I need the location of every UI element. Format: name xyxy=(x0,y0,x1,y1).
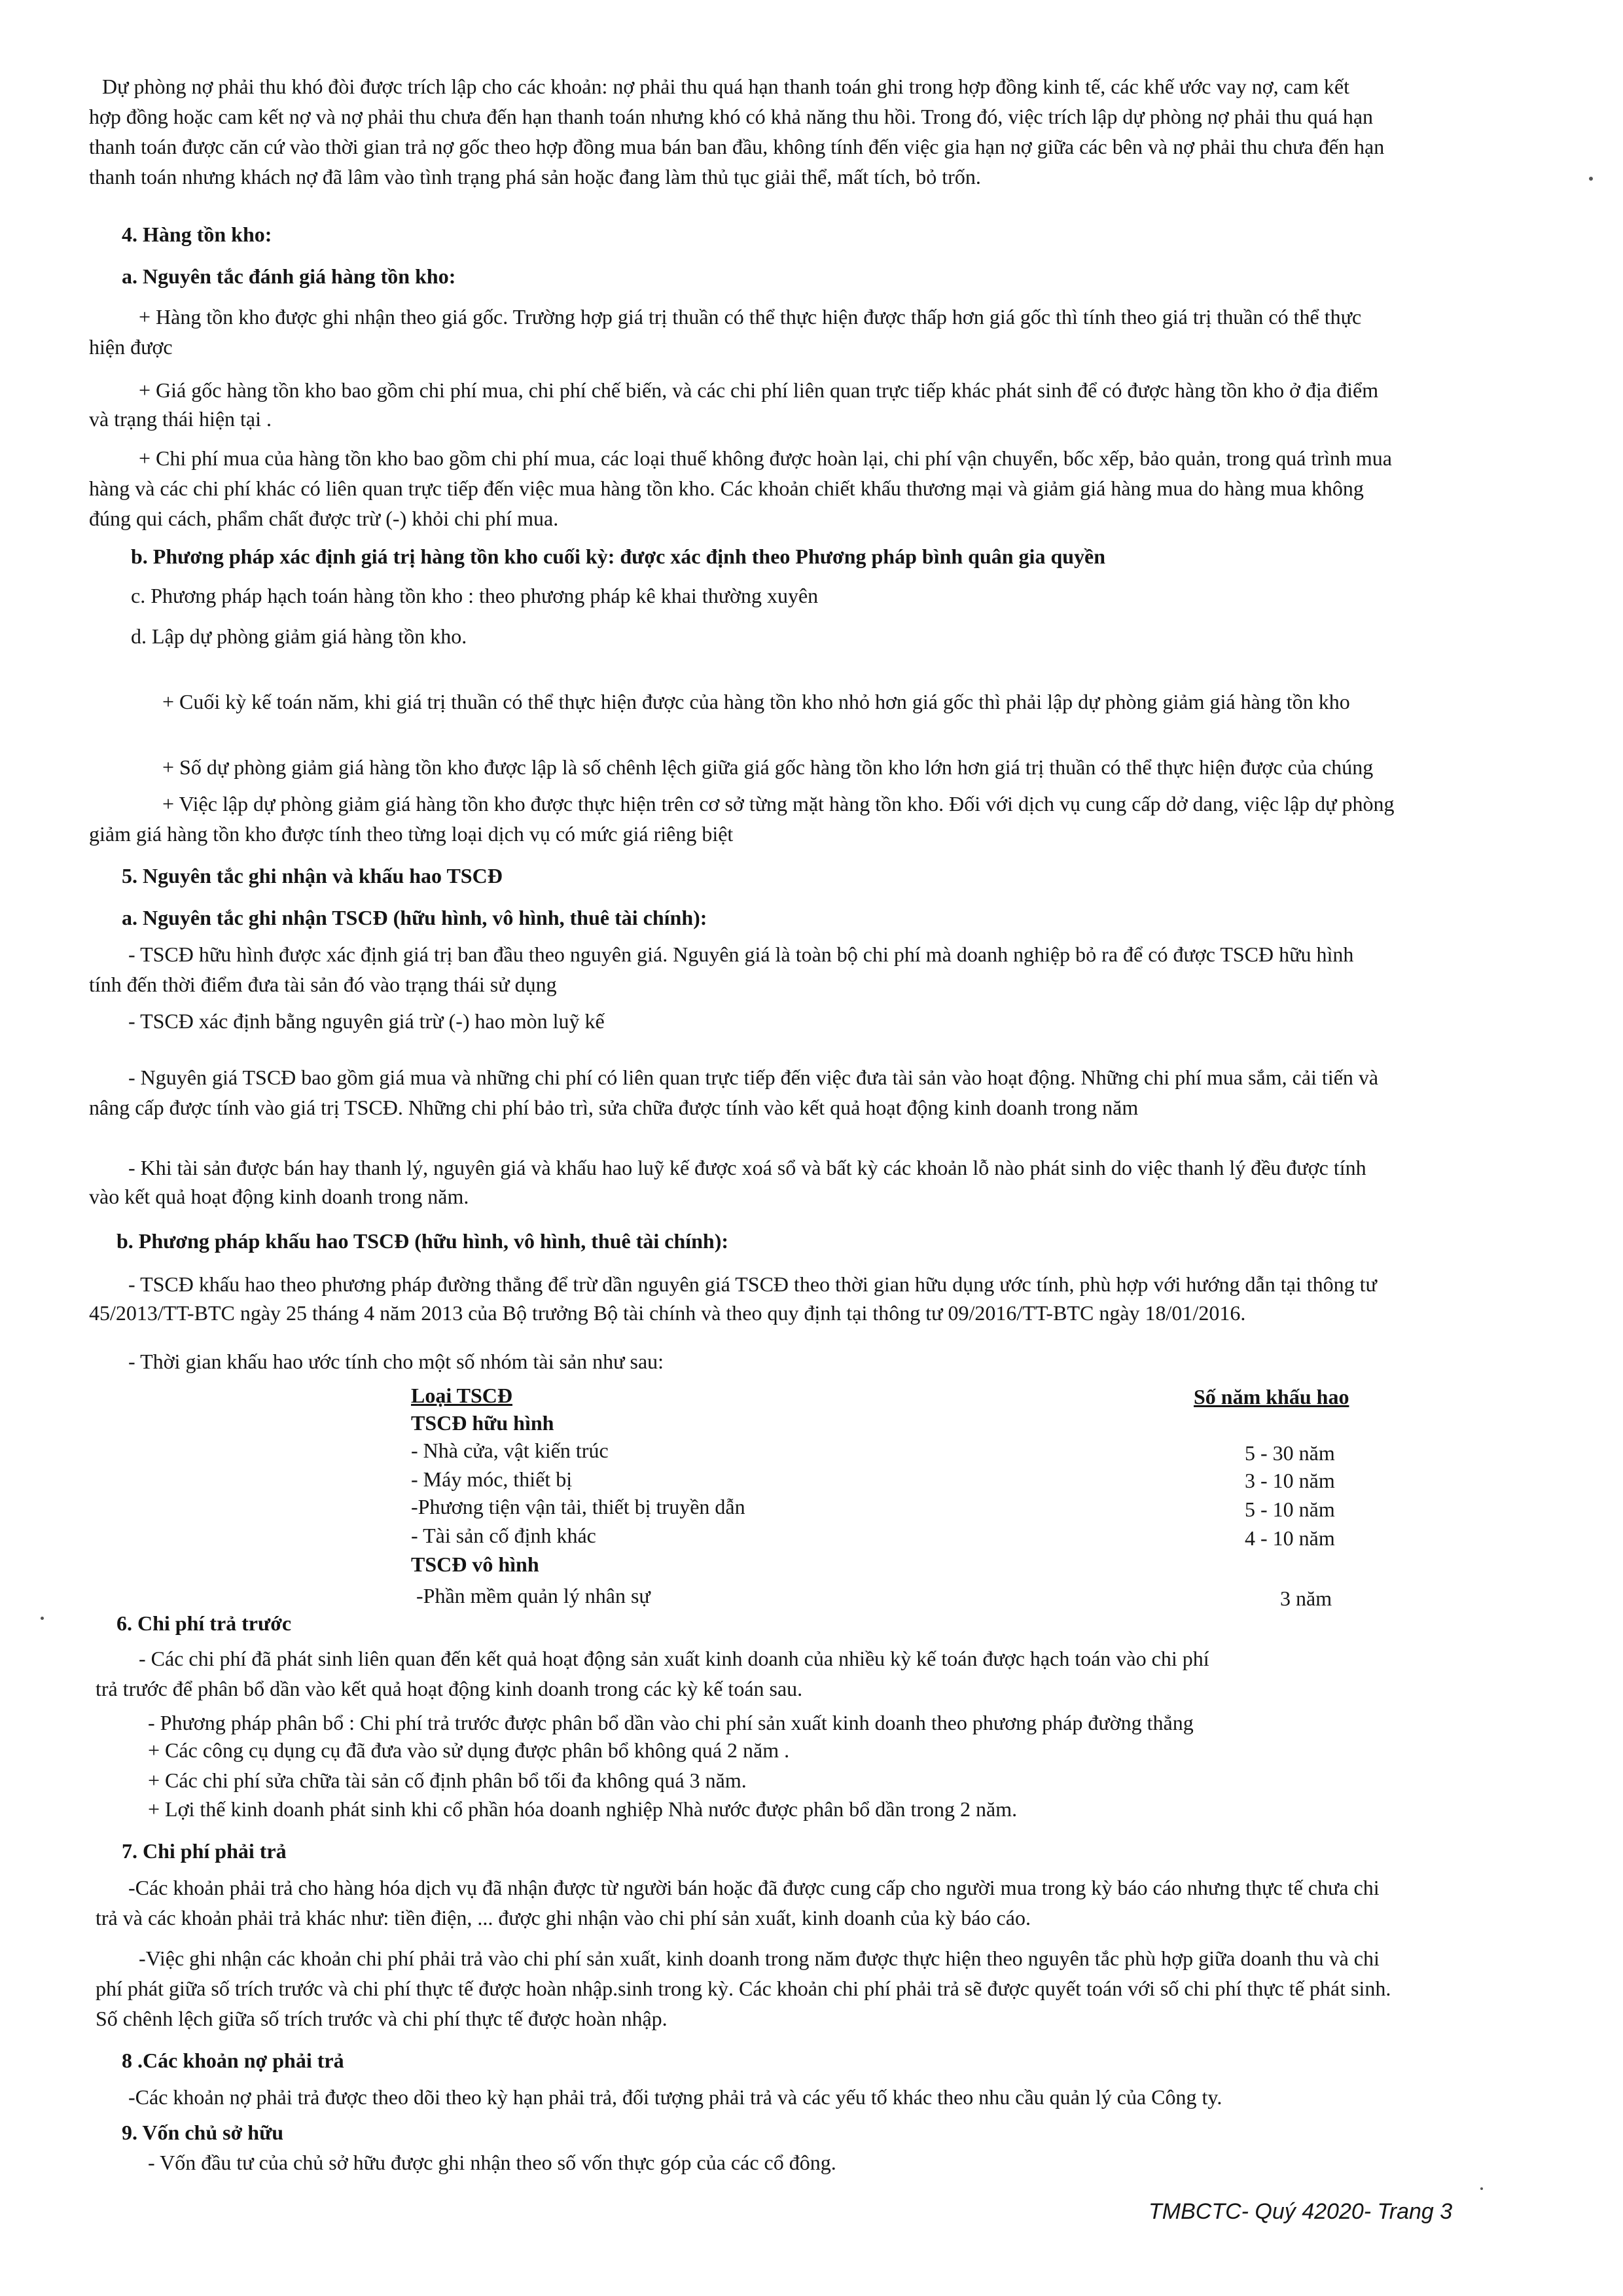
intro-line-4: thanh toán nhưng khách nợ đã lâm vào tình trạng phá sản hoặc đang làm thủ tục giải thể, mất tích, bỏ trốn. xyxy=(89,165,981,188)
section-6-line-6: + Lợi thế kinh doanh phát sinh khi cổ phần hóa doanh nghiệp Nhà nước được phân bổ dần trong 2 năm. xyxy=(148,1797,1018,1821)
section-7-p1-line-1: -Các khoản phải trả cho hàng hóa dịch vụ đã nhận được từ người bán hoặc đã được cung cấp cho người mua trong kỳ báo cáo nhưng thực tế chưa chi xyxy=(128,1876,1380,1899)
section-4a-p1-line-1: + Hàng tồn kho được ghi nhận theo giá gốc. Trường hợp giá trị thuần có thể thực hiện được thấp hơn giá gốc thì tính theo giá trị thuần có thể thực xyxy=(139,305,1362,329)
section-7-p2-line-3: Số chênh lệch giữa số trích trước và chi phí thực tế được hoàn nhập. xyxy=(96,2007,668,2030)
table-row-name: -Phần mềm quản lý nhân sự xyxy=(416,1584,651,1607)
section-4-title: 4. Hàng tồn kho: xyxy=(122,223,272,246)
section-8-title: 8 .Các khoản nợ phải trả xyxy=(122,2049,344,2072)
table-row-years: 3 - 10 năm xyxy=(1245,1469,1335,1492)
section-4c-line: c. Phương pháp hạch toán hàng tồn kho : theo phương pháp kê khai thường xuyên xyxy=(131,584,819,607)
section-7-p2-line-1: -Việc ghi nhận các khoản chi phí phải trả vào chi phí sản xuất, kinh doanh trong năm được thực hiện theo nguyên tắc phù hợp giữa doanh thu và chi xyxy=(139,1946,1380,1970)
table-row-name: - Nhà cửa, vật kiến trúc xyxy=(411,1439,609,1462)
table-row-years: 4 - 10 năm xyxy=(1245,1526,1335,1550)
section-5a-p3-line-2: nâng cấp được tính vào giá trị TSCĐ. Những chi phí bảo trì, sửa chữa được tính vào kết quả hoạt động kinh doanh trong năm xyxy=(89,1096,1139,1119)
intro-line-3: thanh toán được căn cứ vào thời gian trả nợ gốc theo hợp đồng mua bán ban đầu, không tính đến việc gia hạn nợ giữa các bên và nợ phải thu chưa đến hạn xyxy=(89,135,1385,158)
section-5b-p1-line-2: 45/2013/TT-BTC ngày 25 tháng 4 năm 2013 của Bộ trưởng Bộ tài chính và theo quy định tại thông tư 09/2016/TT-BTC ngày 18/01/2016. xyxy=(89,1301,1246,1325)
section-4a-p3-line-3: đúng qui cách, phẩm chất được trừ (-) khỏi chi phí mua. xyxy=(89,507,559,530)
section-5-title: 5. Nguyên tắc ghi nhận và khấu hao TSCĐ xyxy=(122,864,503,888)
section-4d-item-3-line-2: giảm giá hàng tồn kho được tính theo từng loại dịch vụ có mức giá riêng biệt xyxy=(89,822,734,846)
scan-speck xyxy=(41,1617,44,1620)
section-4a-title: a. Nguyên tắc đánh giá hàng tồn kho: xyxy=(122,264,456,288)
section-7-p1-line-2: trả và các khoản phải trả khác như: tiền điện, ... được ghi nhận vào chi phí sản xuất, kinh doanh của kỳ báo cáo. xyxy=(96,1906,1031,1929)
table-row-years: 3 năm xyxy=(1280,1587,1332,1610)
table-header-years: Số năm khấu hao xyxy=(1194,1385,1349,1408)
section-4a-p1-line-2: hiện được xyxy=(89,335,173,359)
section-7-p2-line-2: phí phát giữa số trích trước và chi phí thực tế được hoàn nhập.sinh trong kỳ. Các khoản chi phí phải trả sẽ được quyết toán với số chi phí thực tế phát sinh. xyxy=(96,1977,1391,2000)
section-6-line-1: - Các chi phí đã phát sinh liên quan đến kết quả hoạt động sản xuất kinh doanh của nhiều kỳ kế toán được hạch toán vào chi phí xyxy=(139,1647,1209,1670)
section-4a-p3-line-2: hàng và các chi phí khác có liên quan trực tiếp đến việc mua hàng tồn kho. Các khoản chiết khấu thương mại và giảm giá hàng mua do hàng mua không xyxy=(89,476,1364,500)
table-row-years: 5 - 10 năm xyxy=(1245,1498,1335,1521)
section-5a-p4-line-2: vào kết quả hoạt động kinh doanh trong năm. xyxy=(89,1185,469,1208)
section-4d-item-1: + Cuối kỳ kế toán năm, khi giá trị thuần có thể thực hiện được của hàng tồn kho nhỏ hơn giá gốc thì phải lập dự phòng giảm giá hàng tồn kho xyxy=(162,690,1350,713)
section-5a-p1-line-2: tính đến thời điểm đưa tài sản đó vào trạng thái sử dụng xyxy=(89,973,557,996)
section-4b-title: b. Phương pháp xác định giá trị hàng tồn kho cuối kỳ: được xác định theo Phương pháp bình quân gia quyền xyxy=(131,545,1106,568)
section-4d-item-2: + Số dự phòng giảm giá hàng tồn kho được lập là số chênh lệch giữa giá gốc hàng tồn kho lớn hơn giá trị thuần có thể thực hiện được của chúng xyxy=(162,755,1374,779)
section-5b-p2: - Thời gian khấu hao ước tính cho một số nhóm tài sản như sau: xyxy=(128,1350,664,1373)
section-9-line-1: - Vốn đầu tư của chủ sở hữu được ghi nhận theo số vốn thực góp của các cổ đông. xyxy=(148,2151,836,2174)
section-6-title: 6. Chi phí trả trước xyxy=(116,1611,292,1635)
section-4a-p2-line-2: và trạng thái hiện tại . xyxy=(89,407,272,431)
section-9-title: 9. Vốn chủ sở hữu xyxy=(122,2121,284,2144)
section-5a-p4-line-1: - Khi tài sản được bán hay thanh lý, nguyên giá và khấu hao luỹ kế được xoá sổ và bất kỳ các khoản lỗ nào phát sinh do việc thanh lý đều được tính xyxy=(128,1156,1366,1179)
section-5b-title: b. Phương pháp khấu hao TSCĐ (hữu hình, vô hình, thuê tài chính): xyxy=(116,1229,729,1253)
intro-line-2: hợp đồng hoặc cam kết nợ và nợ phải thu chưa đến hạn thanh toán nhưng khó có khả năng thu hồi. Trong đó, việc trích lập dự phòng nợ phải thu quá hạn xyxy=(89,105,1374,128)
table-header-asset-type: Loại TSCĐ xyxy=(411,1384,513,1407)
table-row-name: - Máy móc, thiết bị xyxy=(411,1467,573,1491)
table-row-years: 5 - 30 năm xyxy=(1245,1441,1335,1465)
section-6-line-4: + Các công cụ dụng cụ đã đưa vào sử dụng được phân bổ không quá 2 năm . xyxy=(148,1738,790,1762)
table-row-name: -Phương tiện vận tải, thiết bị truyền dẫn xyxy=(411,1495,745,1518)
section-6-line-2: trả trước để phân bổ dần vào kết quả hoạt động kinh doanh trong các kỳ kế toán sau. xyxy=(96,1677,803,1700)
table-group-tangible: TSCĐ hữu hình xyxy=(411,1411,554,1435)
section-4a-p3-line-1: + Chi phí mua của hàng tồn kho bao gồm chi phí mua, các loại thuế không được hoàn lại, chi phí vận chuyển, bốc xếp, bảo quản, trong quá trình mua xyxy=(139,446,1392,470)
intro-line-1: Dự phòng nợ phải thu khó đòi được trích lập cho các khoản: nợ phải thu quá hạn thanh toán ghi trong hợp đồng kinh tế, các khế ước vay nợ, cam kết xyxy=(102,75,1349,98)
section-6-line-3: - Phương pháp phân bổ : Chi phí trả trước được phân bổ dần vào chi phí sản xuất kinh doanh theo phương pháp đường thẳng xyxy=(148,1711,1194,1734)
section-4a-p2-line-1: + Giá gốc hàng tồn kho bao gồm chi phí mua, chi phí chế biến, và các chi phí liên quan trực tiếp khác phát sinh để có được hàng tồn kho ở địa điểm xyxy=(139,378,1379,402)
section-7-title: 7. Chi phí phải trả xyxy=(122,1839,287,1863)
section-5a-p1-line-1: - TSCĐ hữu hình được xác định giá trị ban đầu theo nguyên giá. Nguyên giá là toàn bộ chi phí mà doanh nghiệp bỏ ra để có được TSCĐ hữu hình xyxy=(128,942,1354,966)
section-6-line-5: + Các chi phí sửa chữa tài sản cố định phân bổ tối đa không quá 3 năm. xyxy=(148,1768,747,1792)
page-footer: TMBCTC- Quý 42020- Trang 3 xyxy=(1149,2199,1453,2224)
table-group-intangible: TSCĐ vô hình xyxy=(411,1552,539,1576)
section-5a-p2: - TSCĐ xác định bằng nguyên giá trừ (-) hao mòn luỹ kế xyxy=(128,1009,605,1033)
scan-speck xyxy=(1589,177,1593,181)
section-8-line-1: -Các khoản nợ phải trả được theo dõi theo kỳ hạn phải trả, đối tượng phải trả và các yếu tố khác theo nhu cầu quản lý của Công ty. xyxy=(128,2085,1222,2109)
section-4d-line: d. Lập dự phòng giảm giá hàng tồn kho. xyxy=(131,624,467,648)
scan-speck xyxy=(1480,2187,1483,2190)
table-row-name: - Tài sản cố định khác xyxy=(411,1524,596,1547)
section-5a-p3-line-1: - Nguyên giá TSCĐ bao gồm giá mua và những chi phí có liên quan trực tiếp đến việc đưa tài sản vào hoạt động. Những chi phí mua sắm, cải tiến và xyxy=(128,1066,1379,1089)
section-5b-p1-line-1: - TSCĐ khấu hao theo phương pháp đường thẳng để trừ dần nguyên giá TSCĐ theo thời gian hữu dụng ước tính, phù hợp với hướng dẫn tại thông tư xyxy=(128,1272,1377,1296)
section-5a-title: a. Nguyên tắc ghi nhận TSCĐ (hữu hình, vô hình, thuê tài chính): xyxy=(122,906,707,929)
section-4d-item-3-line-1: + Việc lập dự phòng giảm giá hàng tồn kho được thực hiện trên cơ sở từng mặt hàng tồn kho. Đối với dịch vụ cung cấp dở dang, việc lập dự phòng xyxy=(162,792,1395,816)
